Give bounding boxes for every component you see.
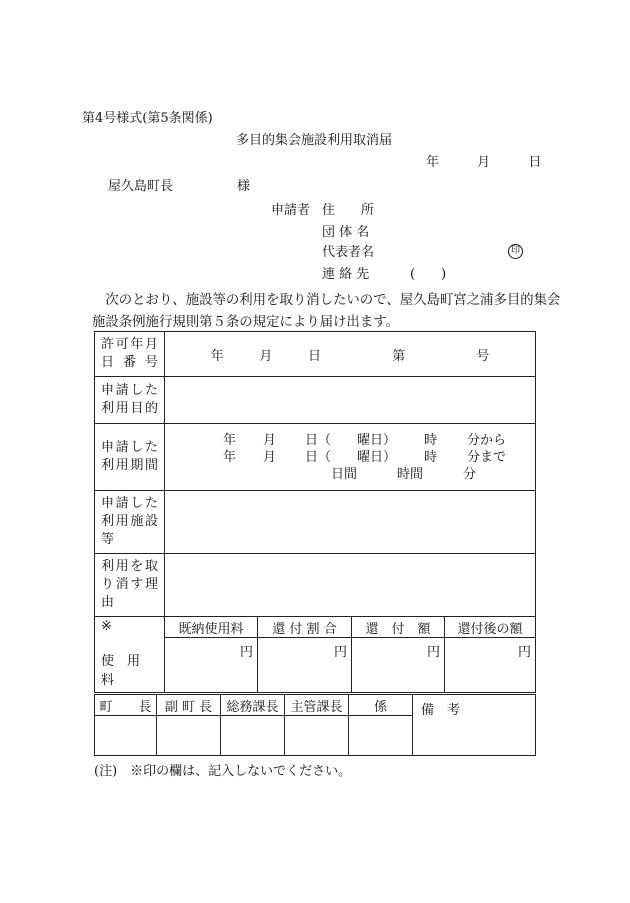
approval-mayor: 町 長: [95, 695, 157, 716]
period-from-month: 月: [263, 432, 277, 448]
approval-seal-mayor[interactable]: [95, 716, 157, 756]
period-row: [95, 424, 536, 491]
application-table: [94, 331, 536, 693]
facility-field[interactable]: [165, 491, 536, 554]
fee-label: 使 用 料: [101, 654, 154, 688]
permit-field[interactable]: [165, 332, 536, 377]
approval-seal-staff[interactable]: [349, 716, 413, 756]
date-month: 月: [477, 155, 491, 170]
approval-staff: 係: [349, 695, 413, 716]
reason-field[interactable]: [165, 554, 536, 617]
date-day: 日: [528, 155, 542, 170]
date-year: 年: [426, 155, 440, 170]
approval-vice-mayor: 副 町 長: [157, 695, 221, 716]
date-line: [426, 156, 541, 169]
applicant-group-label: 団 体 名: [322, 225, 370, 240]
period-hours: 時間: [397, 466, 424, 482]
applicant-representative-label: 代表者名: [322, 245, 375, 260]
facility-row: [95, 491, 536, 554]
applicant-contact-label: 連 絡 先: [322, 267, 370, 282]
permit-go: 号: [476, 348, 490, 364]
approval-general-affairs: 総務課長: [221, 695, 285, 716]
permit-day: 日: [307, 348, 321, 364]
form-number: 第4号様式(第5条関係): [82, 111, 213, 126]
period-line-from: [165, 432, 535, 449]
period-from-year: 年: [223, 432, 237, 448]
approval-table: [94, 694, 536, 756]
fee-paid-field[interactable]: 円: [165, 638, 258, 693]
reason-label: 利用を取り消す理由: [95, 554, 165, 617]
addressee-name: 屋久島町長: [108, 179, 174, 194]
facility-label: 申請した利用施設等: [95, 491, 165, 554]
permit-label: 許可年月日番号: [95, 332, 165, 377]
applicant-address-label: 住 所: [322, 203, 375, 218]
period-to-year: 年: [223, 449, 237, 465]
period-line-duration: [165, 466, 535, 483]
addressee: [108, 180, 250, 193]
permit-month: 月: [259, 348, 273, 364]
footnote: (注) ※印の欄は、記入しないでください。: [94, 764, 352, 779]
period-to-hour: 時: [424, 449, 438, 465]
period-minutes: 分: [463, 466, 477, 482]
period-line-to: [165, 449, 535, 466]
applicant-contact-parens: ( ): [410, 267, 447, 282]
permit-dai: 第: [392, 348, 406, 364]
fee-after-field[interactable]: 円: [445, 638, 536, 693]
addressee-honorific: 様: [237, 179, 251, 194]
reason-row: [95, 554, 536, 617]
permit-row: [95, 332, 536, 377]
remarks-label: 備 考: [421, 703, 461, 718]
seal-mark-icon: 印: [508, 244, 523, 259]
fee-rate-field[interactable]: 円: [258, 638, 352, 693]
period-to-weekday: 曜日）: [357, 449, 397, 465]
purpose-label: 申請した利用目的: [95, 377, 165, 424]
period-days: 日間: [331, 466, 358, 482]
applicant-label: 申請者: [271, 203, 311, 218]
period-to-minute: 分まで: [467, 449, 507, 465]
period-from-day: 日（: [305, 432, 332, 448]
fee-header-paid: 既納使用料: [165, 617, 258, 638]
period-from-hour: 時: [424, 432, 438, 448]
period-to-month: 月: [263, 449, 277, 465]
form-title: 多目的集会施設利用取消届: [236, 133, 393, 148]
permit-year: 年: [210, 348, 224, 364]
period-from-minute: 分から: [467, 432, 507, 448]
fee-header-after: 還付後の額: [445, 617, 536, 638]
period-field[interactable]: [165, 424, 536, 491]
period-from-weekday: 曜日）: [357, 432, 397, 448]
fee-header-row: [95, 617, 536, 638]
approval-header-row: [95, 695, 536, 716]
fee-mark: ※: [101, 619, 112, 634]
fee-header-refund: 還 付 額: [352, 617, 445, 638]
approval-seal-general-affairs[interactable]: [221, 716, 285, 756]
period-label: 申請した利用期間: [95, 424, 165, 491]
remarks-cell[interactable]: [413, 695, 536, 756]
approval-seal-vice-mayor[interactable]: [157, 716, 221, 756]
purpose-row: [95, 377, 536, 424]
fee-refund-field[interactable]: 円: [352, 638, 445, 693]
fee-label-cell: [95, 617, 165, 693]
purpose-field[interactable]: [165, 377, 536, 424]
fee-header-rate: 還 付 割 合: [258, 617, 352, 638]
statement-text: 次のとおり、施設等の利用を取り消したいので、屋久島町宮之浦多目的集会施設条例施行規則第５条の規定により届け出ます。: [92, 293, 561, 330]
approval-section-chief: 主管課長: [285, 695, 349, 716]
approval-seal-section-chief[interactable]: [285, 716, 349, 756]
period-to-day: 日（: [305, 449, 332, 465]
